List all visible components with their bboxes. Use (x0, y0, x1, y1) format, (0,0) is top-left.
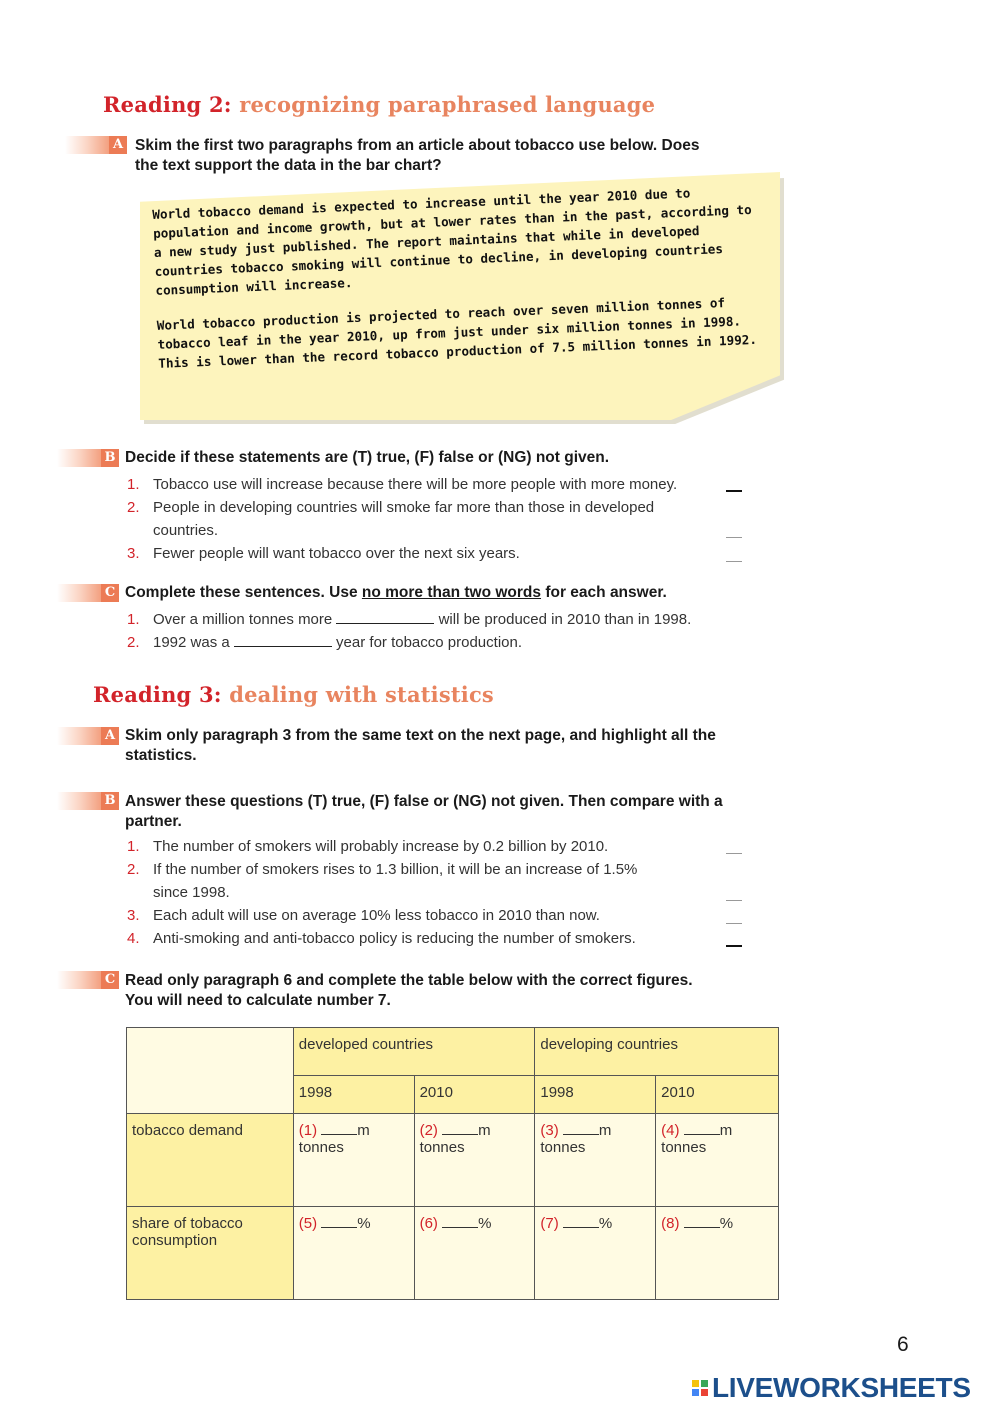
task-b-marker (57, 449, 119, 467)
table-row (127, 1207, 779, 1300)
table-year-cell: 2010 (656, 1076, 779, 1114)
answer-blank-r2b-2[interactable] (726, 537, 742, 538)
table-year-cell: 2010 (414, 1076, 535, 1114)
answer-blank-r3b-3[interactable] (726, 923, 742, 924)
reading2-heading-sub: recognizing paraphrased language (239, 92, 656, 117)
statistics-table (126, 1027, 779, 1300)
task-letter: C (101, 584, 119, 602)
table-cell[interactable]: (8) % (656, 1207, 779, 1300)
reading2-heading-lead: Reading 2: (103, 92, 232, 117)
instruction-line: Answer these questions (T) true, (F) false or (NG) not given. Then compare with a (125, 793, 723, 810)
logo-text: LIVEWORKSHEETS (712, 1372, 971, 1403)
list-item: 2. 1992 was a year for tobacco production. (127, 634, 522, 651)
list-item: 1. Tobacco use will increase because there will be more people with more money. (127, 476, 678, 493)
fill-blank[interactable] (234, 646, 332, 647)
logo-grid-icon (692, 1380, 708, 1396)
task-letter: B (101, 792, 119, 810)
list-item: 2. People in developing countries will smoke far more than those in developed (127, 499, 655, 516)
list-item: 2. If the number of smokers rises to 1.3 billion, it will be an increase of 1.5% (127, 861, 638, 878)
table-corner-cell (127, 1028, 294, 1114)
reading2-task-b-instruction: Decide if these statements are (T) true, (F) false or (NG) not given. (125, 449, 610, 466)
task-b-marker (57, 792, 119, 810)
reading3-heading (93, 682, 494, 707)
task-letter: A (109, 136, 127, 154)
table-row (127, 1114, 779, 1207)
reading3-task-b-instruction (125, 792, 775, 832)
instruction-line: the text support the data in the bar chart? (135, 157, 442, 174)
answer-blank-r3b-2[interactable] (726, 900, 742, 901)
answer-blank-r3b-1[interactable] (726, 853, 742, 854)
table-cell[interactable]: (4) m tonnes (656, 1114, 779, 1207)
task-letter: C (101, 971, 119, 989)
table-cell[interactable]: (6) % (414, 1207, 535, 1300)
list-item-continuation: since 1998. (153, 884, 230, 901)
reading3-task-a-instruction (125, 726, 775, 766)
table-cell[interactable]: (2) m tonnes (414, 1114, 535, 1207)
list-item-continuation: countries. (153, 522, 219, 539)
liveworksheets-logo (692, 1372, 971, 1404)
question-list (127, 835, 727, 950)
list-item: 3. Each adult will use on average 10% less tobacco in 2010 than now. (127, 907, 600, 924)
table-header-row (127, 1028, 779, 1076)
table-cell[interactable]: (1) m tonnes (293, 1114, 414, 1207)
answer-blank-r3b-4[interactable] (726, 945, 742, 947)
article-text (152, 181, 759, 389)
fill-blank[interactable] (336, 623, 434, 624)
list-item: 4. Anti-smoking and anti-tobacco policy is reducing the number of smokers. (127, 930, 636, 947)
instruction-line: Read only paragraph 6 and complete the table below with the correct figures. (125, 972, 693, 989)
reading2-task-a-instruction (135, 136, 775, 176)
task-c-marker (57, 584, 119, 602)
task-a-marker (57, 727, 119, 745)
sentence-list (127, 608, 747, 654)
statement-list (127, 473, 727, 565)
page-number: 6 (897, 1333, 909, 1356)
reading3-task-c-instruction (125, 971, 775, 1011)
table-row-label: share of tobacco consumption (127, 1207, 294, 1300)
task-c-marker (57, 971, 119, 989)
list-item: 1. The number of smokers will probably increase by 0.2 billion by 2010. (127, 838, 609, 855)
instruction-line: partner. (125, 813, 182, 830)
instruction-line: Skim the first two paragraphs from an article about tobacco use below. Does (135, 137, 700, 154)
reading2-task-c-instruction: Complete these sentences. Use no more than two words for each answer. (125, 584, 667, 601)
reading3-heading-sub: dealing with statistics (229, 682, 494, 707)
table-cell[interactable]: (3) m tonnes (535, 1114, 656, 1207)
answer-blank-r2b-3[interactable] (726, 561, 742, 562)
task-a-marker (65, 136, 127, 154)
reading2-heading (103, 92, 655, 117)
table-year-cell: 1998 (535, 1076, 656, 1114)
table-cell[interactable]: (5) % (293, 1207, 414, 1300)
table-group-header: developing countries (535, 1028, 779, 1076)
reading3-heading-lead: Reading 3: (93, 682, 222, 707)
task-letter: B (101, 449, 119, 467)
instruction-line: statistics. (125, 747, 197, 764)
article-paragraph-1: World tobacco demand is expected to increase until the year 2010 due to population and income growth, but at lower rates than in the past, according to a new study just published. The report maintains that while in developed countries tobacco smoking will continue to decline, in developing countries consumption will increase. (152, 185, 752, 298)
answer-blank-r2b-1[interactable] (726, 490, 742, 492)
list-item: 1. Over a million tonnes more will be produced in 2010 than in 1998. (127, 611, 692, 628)
table-cell[interactable]: (7) % (535, 1207, 656, 1300)
task-letter: A (101, 727, 119, 745)
instruction-line: You will need to calculate number 7. (125, 992, 391, 1009)
list-item: 3. Fewer people will want tobacco over the next six years. (127, 545, 520, 562)
table-group-header: developed countries (293, 1028, 535, 1076)
table-year-cell: 1998 (293, 1076, 414, 1114)
table-row-label: tobacco demand (127, 1114, 294, 1207)
instruction-line: Skim only paragraph 3 from the same text on the next page, and highlight all the (125, 727, 716, 744)
article-paragraph-2: World tobacco production is projected to reach over seven million tonnes of tobacco leaf in the year 2010, up from just under six million tonnes in 1998. This is lower than the record tobacco production of 7.5 million tonnes in 1992. (156, 295, 758, 371)
